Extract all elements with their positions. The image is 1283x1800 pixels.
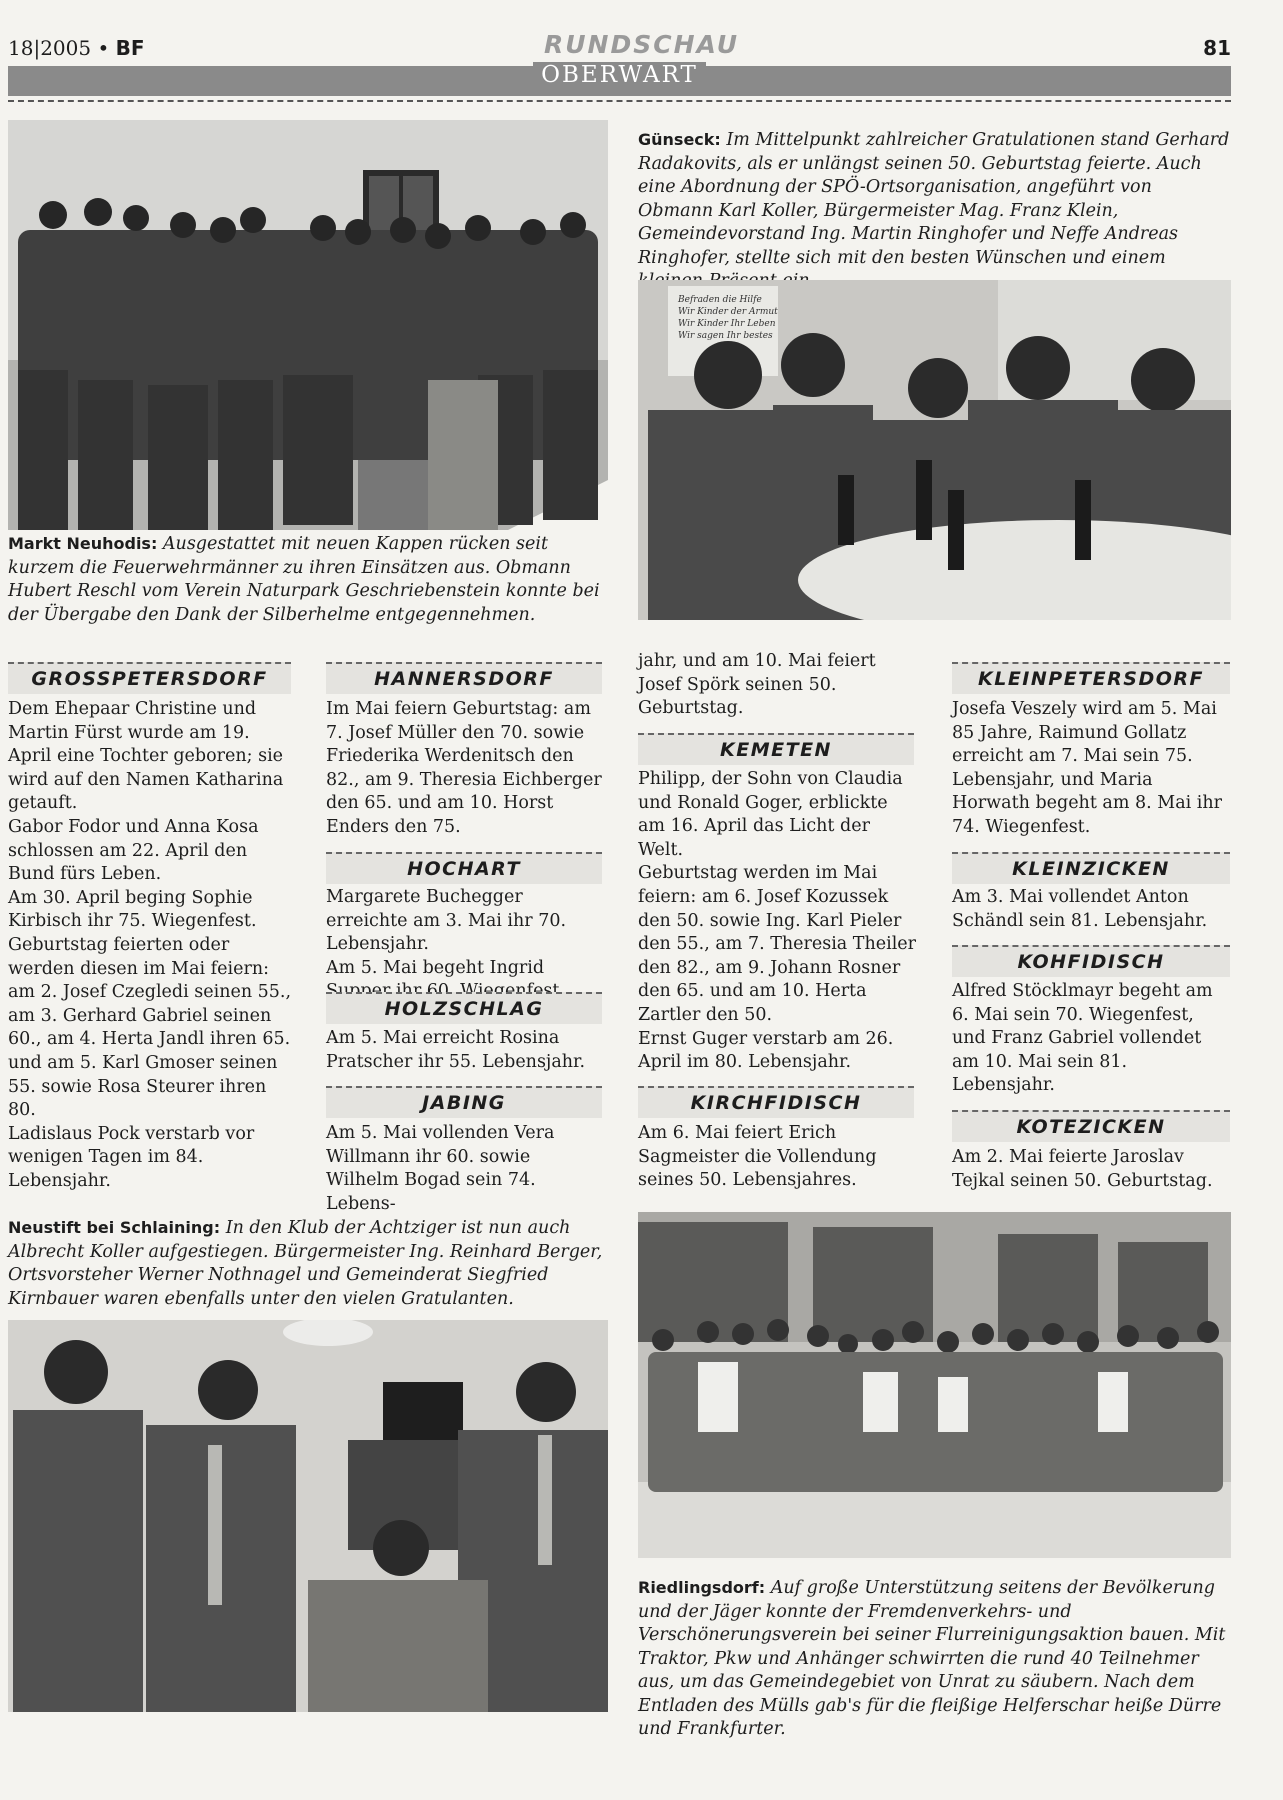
paragraph: Am 5. Mai begeht Ingrid [326, 957, 545, 978]
paragraph: Am 3. Mai vollendet Anton Schändl sein 81. Lebensjahr. [952, 887, 1208, 931]
text-kirchfidisch [638, 1122, 916, 1193]
text-kemeten [638, 768, 916, 1075]
caption-riedlingsdorf [638, 1576, 1231, 1742]
paragraph: Ladislaus Pock verstarb vor wenigen Tagen im 84. Lebensjahr. [8, 1123, 255, 1191]
paragraph: Geburtstag werden im Mai feiern: am 6. Josef Kozussek den 50. sowie Ing. Karl Pieler den 55., am 7. Theresia Theiler den 82., am 9. Johann Rosner den 65. und am 10. Herta Zartler den 50. [638, 863, 917, 1025]
paragraph: Am 30. April beging Sophie Kirbisch ihr 75. Wiegenfest. [8, 887, 257, 932]
caption-markt-neuhodis [8, 532, 608, 627]
photo-cleanup-group-graphic [638, 1212, 1231, 1558]
heading-kohfidisch: KOHFIDISCH [952, 945, 1230, 977]
paragraph: Josefa Veszely wird am 5. Mai 85 Jahre, Raimund Gollatz erreicht am 7. Mai sein 75. Lebensjahr, und Maria Horwath begeht am 8. Mai ihr 74. Wiegenfest. [952, 699, 1223, 837]
caption-text: Auf große Unterstützung seitens der Bevölkerung und der Jäger konnte der Fremdenverkehrs- und Verschönerungsverein bei seiner Flurreinigungsaktion bauen. Mit Traktor, Pkw und Anhänger schwirrten die rund 40 Teilnehmer aus, um das Gemeindegebiet von Unrat zu säubern. Nach dem Entladen des Mülls gab's für die fleißige Helferschar heiße Dürre und Frankfurter. [638, 1578, 1226, 1739]
caption-place: Günseck: [638, 130, 721, 149]
paragraph: Am 6. Mai feiert Erich Sagmeister die Vollendung seines 50. Lebensjahres. [638, 1123, 877, 1191]
paragraph: Am 5. Mai vollenden Vera Willmann ihr 60. sowie Wilhelm Bogad sein 74. Lebens- [326, 1123, 555, 1214]
region-title: OBERWART [533, 62, 706, 88]
paragraph: Am 2. Mai feierte Jaroslav Tejkal seinen 50. Geburtstag. [952, 1147, 1213, 1191]
section-title: RUNDSCHAU [543, 30, 740, 59]
text-jabing-continued [638, 650, 914, 721]
paragraph: Margarete Buchegger erreichte am 3. Mai ihr 70. Lebensjahr. [326, 887, 567, 955]
paragraph: Dem Ehepaar Christine und Martin Fürst wurde am 19. April eine Tochter geboren; sie wird auf den Namen Katharina getauft. [8, 699, 284, 814]
caption-text: Im Mittelpunkt zahlreicher Gratulationen stand Gerhard Radakovits, als er unlängst seinen 50. Geburtstag feierte. Auch eine Abordnung der SPÖ-Ortsorganisation, angeführt von Obmann Karl Koller, Bürgermeister Mag. Franz Klein, Gemeindevorstand Ing. Martin Ringhofer und Neffe Andreas Ringhofer, stellte sich mit den besten Wünschen und einem [638, 130, 1230, 268]
caption-neustift [8, 1216, 608, 1311]
text-kleinpetersdorf [952, 698, 1233, 840]
photo-birthday-table-graphic [638, 280, 1231, 620]
heading-holzschlag: HOLZSCHLAG [326, 992, 602, 1024]
heading-kleinzicken: KLEINZICKEN [952, 852, 1230, 884]
text-kleinzicken [952, 886, 1233, 933]
text-grosspetersdorf [8, 698, 296, 1193]
photo-firefighters [8, 120, 608, 530]
paragraph: Im Mai feiern Geburtstag: am 7. Josef Müller den 70. sowie Friederika Werdenitsch den 82., am 9. Theresia Eichberger den 65. und am 10. Horst Enders den 75. [326, 699, 602, 837]
heading-kemeten: KEMETEN [638, 733, 914, 765]
text-hannersdorf [326, 698, 604, 840]
paragraph: Alfred Stöcklmayr begeht am 6. Mai sein 70. Wiegenfest, und Franz Gabriel vollendet am 10. Mai sein 81. Lebensjahr. [952, 981, 1213, 1096]
paragraph: Gabor Fodor und Anna Kosa schlossen am 22. April den Bund fürs Leben. [8, 816, 259, 885]
caption-place: Neustift bei Schlaining: [8, 1218, 221, 1237]
paragraph: Geburtstag feierten oder werden diesen im Mai feiern: am 2. Josef Czegledi seinen 55., am 3. Gerhard Gabriel seinen 60., am 4. Herta Jandl ihren 65. und am 5. Karl Gmoser seinen 55. sowie Rosa Steurer ihren 80. [8, 934, 292, 1121]
text-holzschlag [326, 1027, 604, 1074]
text-hochart [326, 886, 604, 1004]
heading-kotezicken: KOTEZICKEN [952, 1110, 1230, 1142]
heading-hochart: HOCHART [326, 852, 602, 884]
caption-text: In den Klub der Achtziger ist nun auch Albrecht Koller aufgestiegen. Bürgermeister Ing. Reinhard Berger, Ortsvorsteher Werner Nothnagel und Gemeinderat Siegfried Kirnbauer waren ebenfalls unter den vielen Gratulanten. [8, 1218, 603, 1309]
paragraph: jahr, und am 10. Mai feiert Josef Spörk seinen 50. Geburtstag. [638, 651, 876, 719]
photo-birthday-elder-graphic [8, 1320, 608, 1712]
photo-cleanup-group [638, 1212, 1231, 1558]
heading-kleinpetersdorf: KLEINPETERSDORF [952, 662, 1230, 694]
heading-grosspetersdorf: GROSSPETERSDORF [8, 662, 291, 694]
heading-hannersdorf: HANNERSDORF [326, 662, 602, 694]
text-jabing [326, 1122, 604, 1216]
heading-kirchfidisch: KIRCHFIDISCH [638, 1086, 914, 1118]
text-kotezicken [952, 1146, 1233, 1193]
page-number: 81 [1203, 36, 1231, 60]
photo-birthday-table [638, 280, 1231, 620]
header-divider [8, 100, 1231, 102]
caption-text: Ausgestattet mit neuen Kappen rücken seit kurzem die Feuerwehrmänner zu ihren Einsätzen aus. Obmann Hubert Reschl vom Verein Naturpark Geschriebenstein konnte bei der Übergabe den Dank der Silberhelme entgegennehmen. [8, 534, 600, 625]
paragraph: Ernst Guger verstarb am 26. April im 80. Lebensjahr. [638, 1028, 894, 1073]
photo-birthday-elder [8, 1320, 608, 1712]
region-banner [8, 62, 1231, 96]
photo-sign-line: Wir Kinder der Armut [678, 307, 778, 317]
paragraph: Philipp, der Sohn von Claudia und Ronald Goger, erblickte am 16. April das Licht der Welt. [638, 769, 903, 860]
photo-sign-line: Wir Kinder Ihr Leben [678, 319, 776, 329]
brand-label: BF [115, 36, 145, 60]
photo-sign-line: Wir sagen Ihr bestes [678, 331, 773, 341]
issue-text: 18|2005 • [8, 36, 110, 60]
caption-place: Markt Neuhodis: [8, 534, 158, 553]
heading-jabing: JABING [326, 1086, 602, 1118]
photo-firefighters-graphic [8, 120, 608, 530]
text-kohfidisch [952, 980, 1233, 1098]
caption-guenseck [638, 128, 1231, 294]
paragraph: Am 5. Mai erreicht Rosina Pratscher ihr 55. Lebensjahr. [326, 1028, 586, 1072]
photo-sign-line: Befraden die Hilfe [678, 295, 762, 305]
caption-place: Riedlingsdorf: [638, 1578, 766, 1597]
